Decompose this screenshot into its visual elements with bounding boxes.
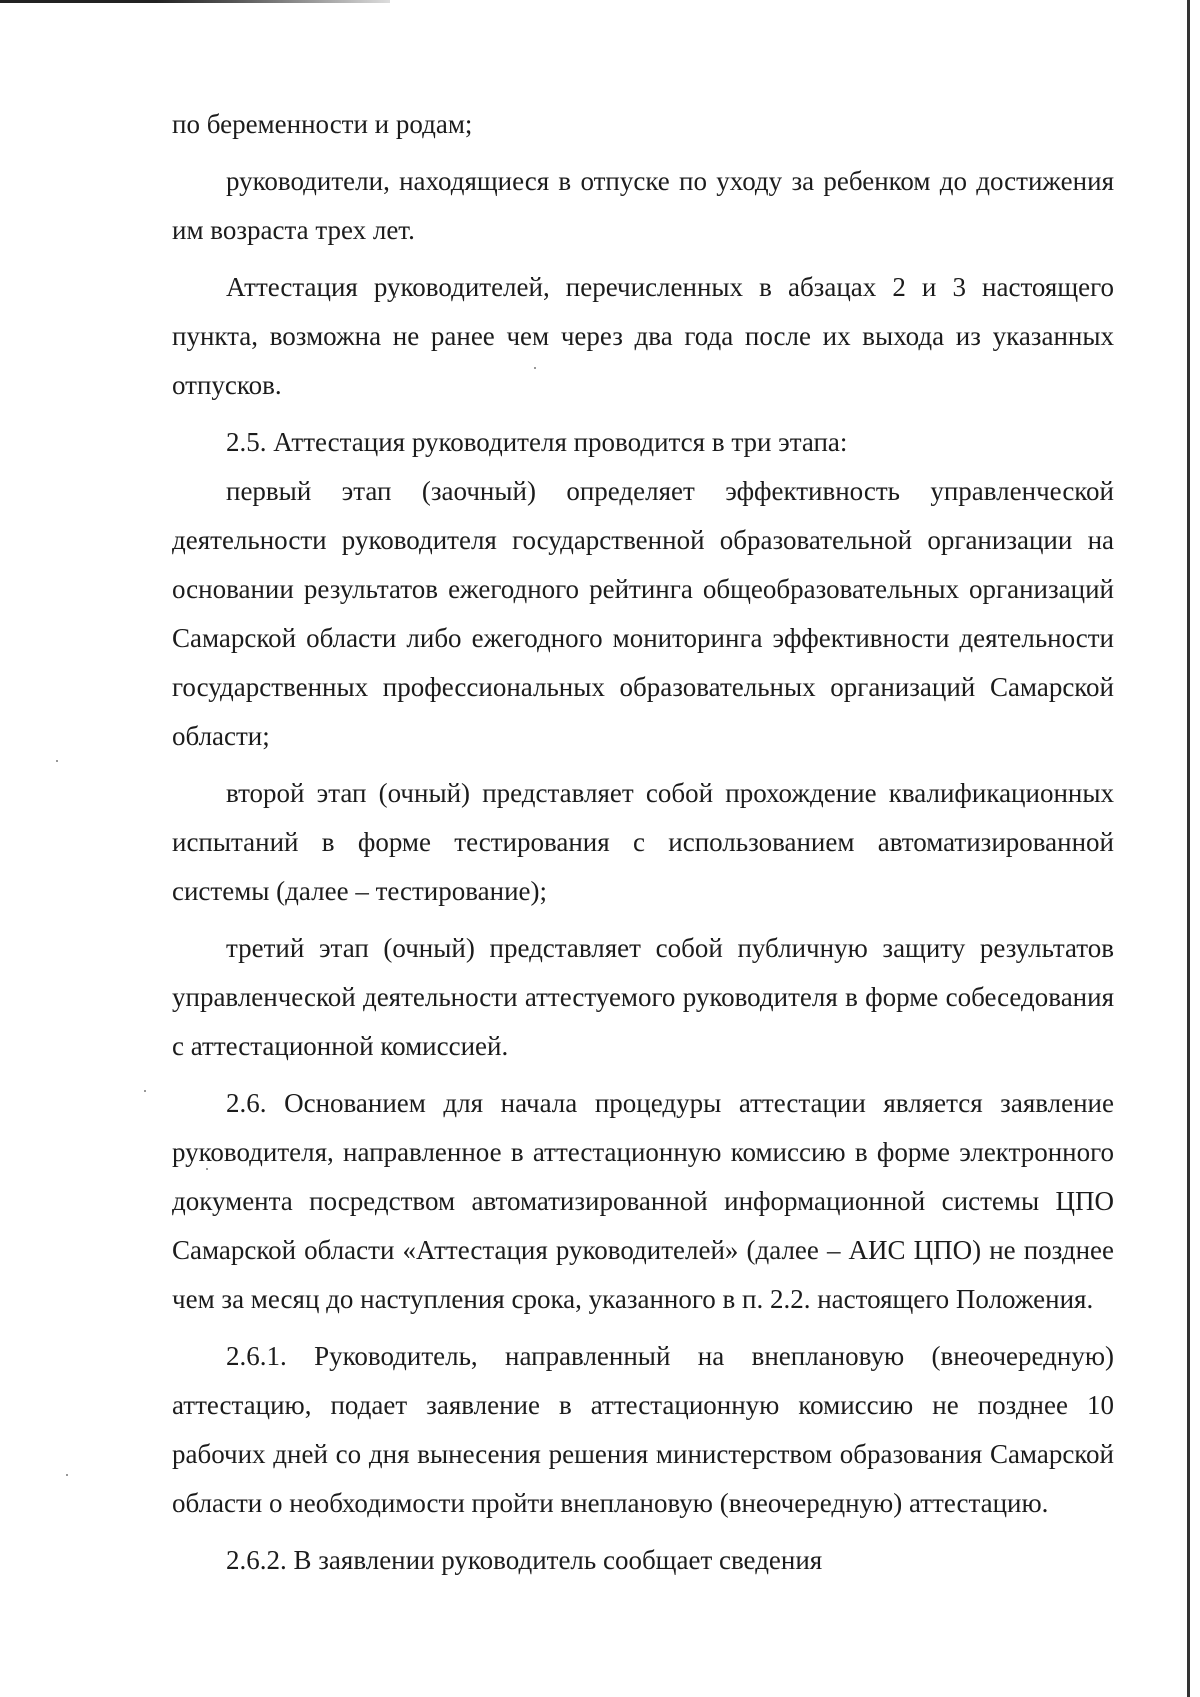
scan-speck [144,1090,146,1092]
paragraph-2: руководители, находящиеся в отпуске по уходу за ребенком до достижения им возраста трех лет. [172,166,1114,245]
stage-2-paragraph: второй этап (очный) представляет собой прохождение квалификационных испытаний в форме тестирования с использованием автоматизированной системы (далее – тестирование); [172,778,1114,906]
document-body [172,100,1114,1585]
scan-speck [56,760,58,762]
section-2-6-2-paragraph: 2.6.2. В заявлении руководитель сообщает сведения [226,1545,823,1575]
stage-1-paragraph: первый этап (заочный) определяет эффективность управленческой деятельности руководителя государственной образовательной организации на основании результатов ежегодного рейтинга общеобразовательных организаций Самарской области либо ежегодного мониторинга эффективности деятельности государственных профессиональных образовательных организаций Самарской области; [172,476,1114,751]
scan-edge-top [0,0,390,3]
section-2-5-heading: 2.5. Аттестация руководителя проводится в три этапа: [226,427,848,457]
paragraph-1: по беременности и родам; [172,109,473,139]
paragraph-3: Аттестация руководителей, перечисленных в абзацах 2 и 3 настоящего пункта, возможна не ранее чем через два года после их выхода из указанных отпусков. [172,272,1114,400]
scan-edge-right [1187,0,1190,1697]
stage-3-paragraph: третий этап (очный) представляет собой публичную защиту результатов управленческой деятельности аттестуемого руководителя в форме собеседования с аттестационной комиссией. [172,933,1114,1061]
section-2-6-paragraph: 2.6. Основанием для начала процедуры аттестации является заявление руководителя, направленное в аттестационную комиссию в форме электронного документа посредством автоматизированной информационной системы ЦПО Самарской области «Аттестация руководителей» (далее – АИС ЦПО) не позднее чем за месяц до наступления срока, указанного в п. 2.2. настоящего Положения. [172,1088,1114,1314]
scan-speck [66,1474,68,1476]
section-2-6-1-paragraph: 2.6.1. Руководитель, направленный на внеплановую (внеочередную) аттестацию, подает заявление в аттестационную комиссию не позднее 10 рабочих дней со дня вынесения решения министерством образования Самарской области о необходимости пройти внеплановую (внеочередную) аттестацию. [172,1341,1114,1518]
